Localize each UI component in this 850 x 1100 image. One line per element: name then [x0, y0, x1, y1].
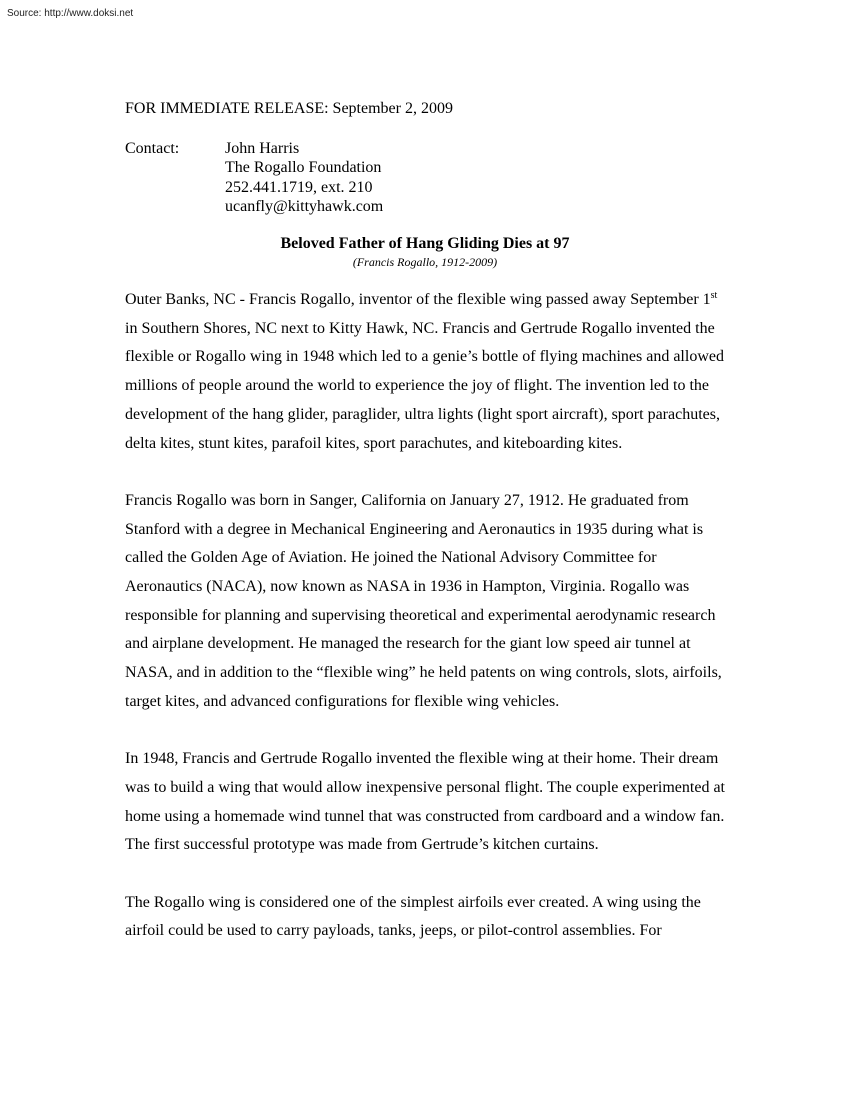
article-body [125, 286, 725, 975]
paragraph-1-rest: in Southern Shores, NC next to Kitty Hawk, NC. Francis and Gertrude Rogallo invented the flexible or Rogallo wing in 1948 which led to a genie’s bottle of flying machines and allowed millions of people around the world to experience the joy of flight. The invention led to the development of the hang glider, paraglider, ultra lights (light sport aircraft), sport parachutes, delta kites, stunt kites, parafoil kites, sport parachutes, and kiteboarding kites. [125, 319, 724, 452]
contact-label: Contact: [125, 140, 180, 157]
contact-email: ucanfly@kittyhawk.com [225, 197, 384, 215]
contact-phone: 252.441.1719, ext. 210 [225, 178, 373, 196]
paragraph-2: Francis Rogallo was born in Sanger, California on January 27, 1912. He graduated from Stanford with a degree in Mechanical Engineering and Aeronautics in 1935 during what is called the Golden Age of Aviation. He joined the National Advisory Committee for Aeronautics (NACA), now known as NASA in 1936 in Hampton, Virginia. Rogallo was responsible for planning and supervising theoretical and experimental aerodynamic research and airplane development. He managed the research for the giant low speed air tunnel at NASA, and in addition to the “flexible wing” he held patents on wing controls, slots, airfoils, target kites, and advanced configurations for flexible wing vehicles. [125, 491, 722, 710]
source-caption: Source: http://www.doksi.net [7, 8, 134, 19]
paragraph-1 [125, 286, 725, 458]
release-date-line: FOR IMMEDIATE RELEASE: September 2, 2009 [125, 100, 453, 117]
subtitle: (Francis Rogallo, 1912-2009) [352, 255, 498, 269]
paragraph-3: In 1948, Francis and Gertrude Rogallo invented the flexible wing at their home. Their dream was to build a wing that would allow inexpensive personal flight. The couple experimented at home using a homemade wind tunnel that was constructed from cardboard and a window fan. The first successful prototype was made from Gertrude’s kitchen curtains. [125, 750, 725, 854]
paragraph-1-start: Outer Banks, NC - Francis Rogallo, inventor of the flexible wing passed away September 1 [125, 291, 711, 308]
contact-organization: The Rogallo Foundation [225, 159, 382, 177]
headline-text: Beloved Father of Hang Gliding Dies at 97 [280, 235, 570, 252]
paragraph-4: The Rogallo wing is considered one of the simplest airfoils ever created. A wing using the airfoil could be used to carry payloads, tanks, jeeps, or pilot-control assemblies. For [125, 893, 701, 940]
contact-details [225, 139, 625, 216]
contact-name: John Harris [225, 140, 300, 157]
ordinal-suffix: st [710, 290, 718, 301]
headline [0, 235, 850, 253]
